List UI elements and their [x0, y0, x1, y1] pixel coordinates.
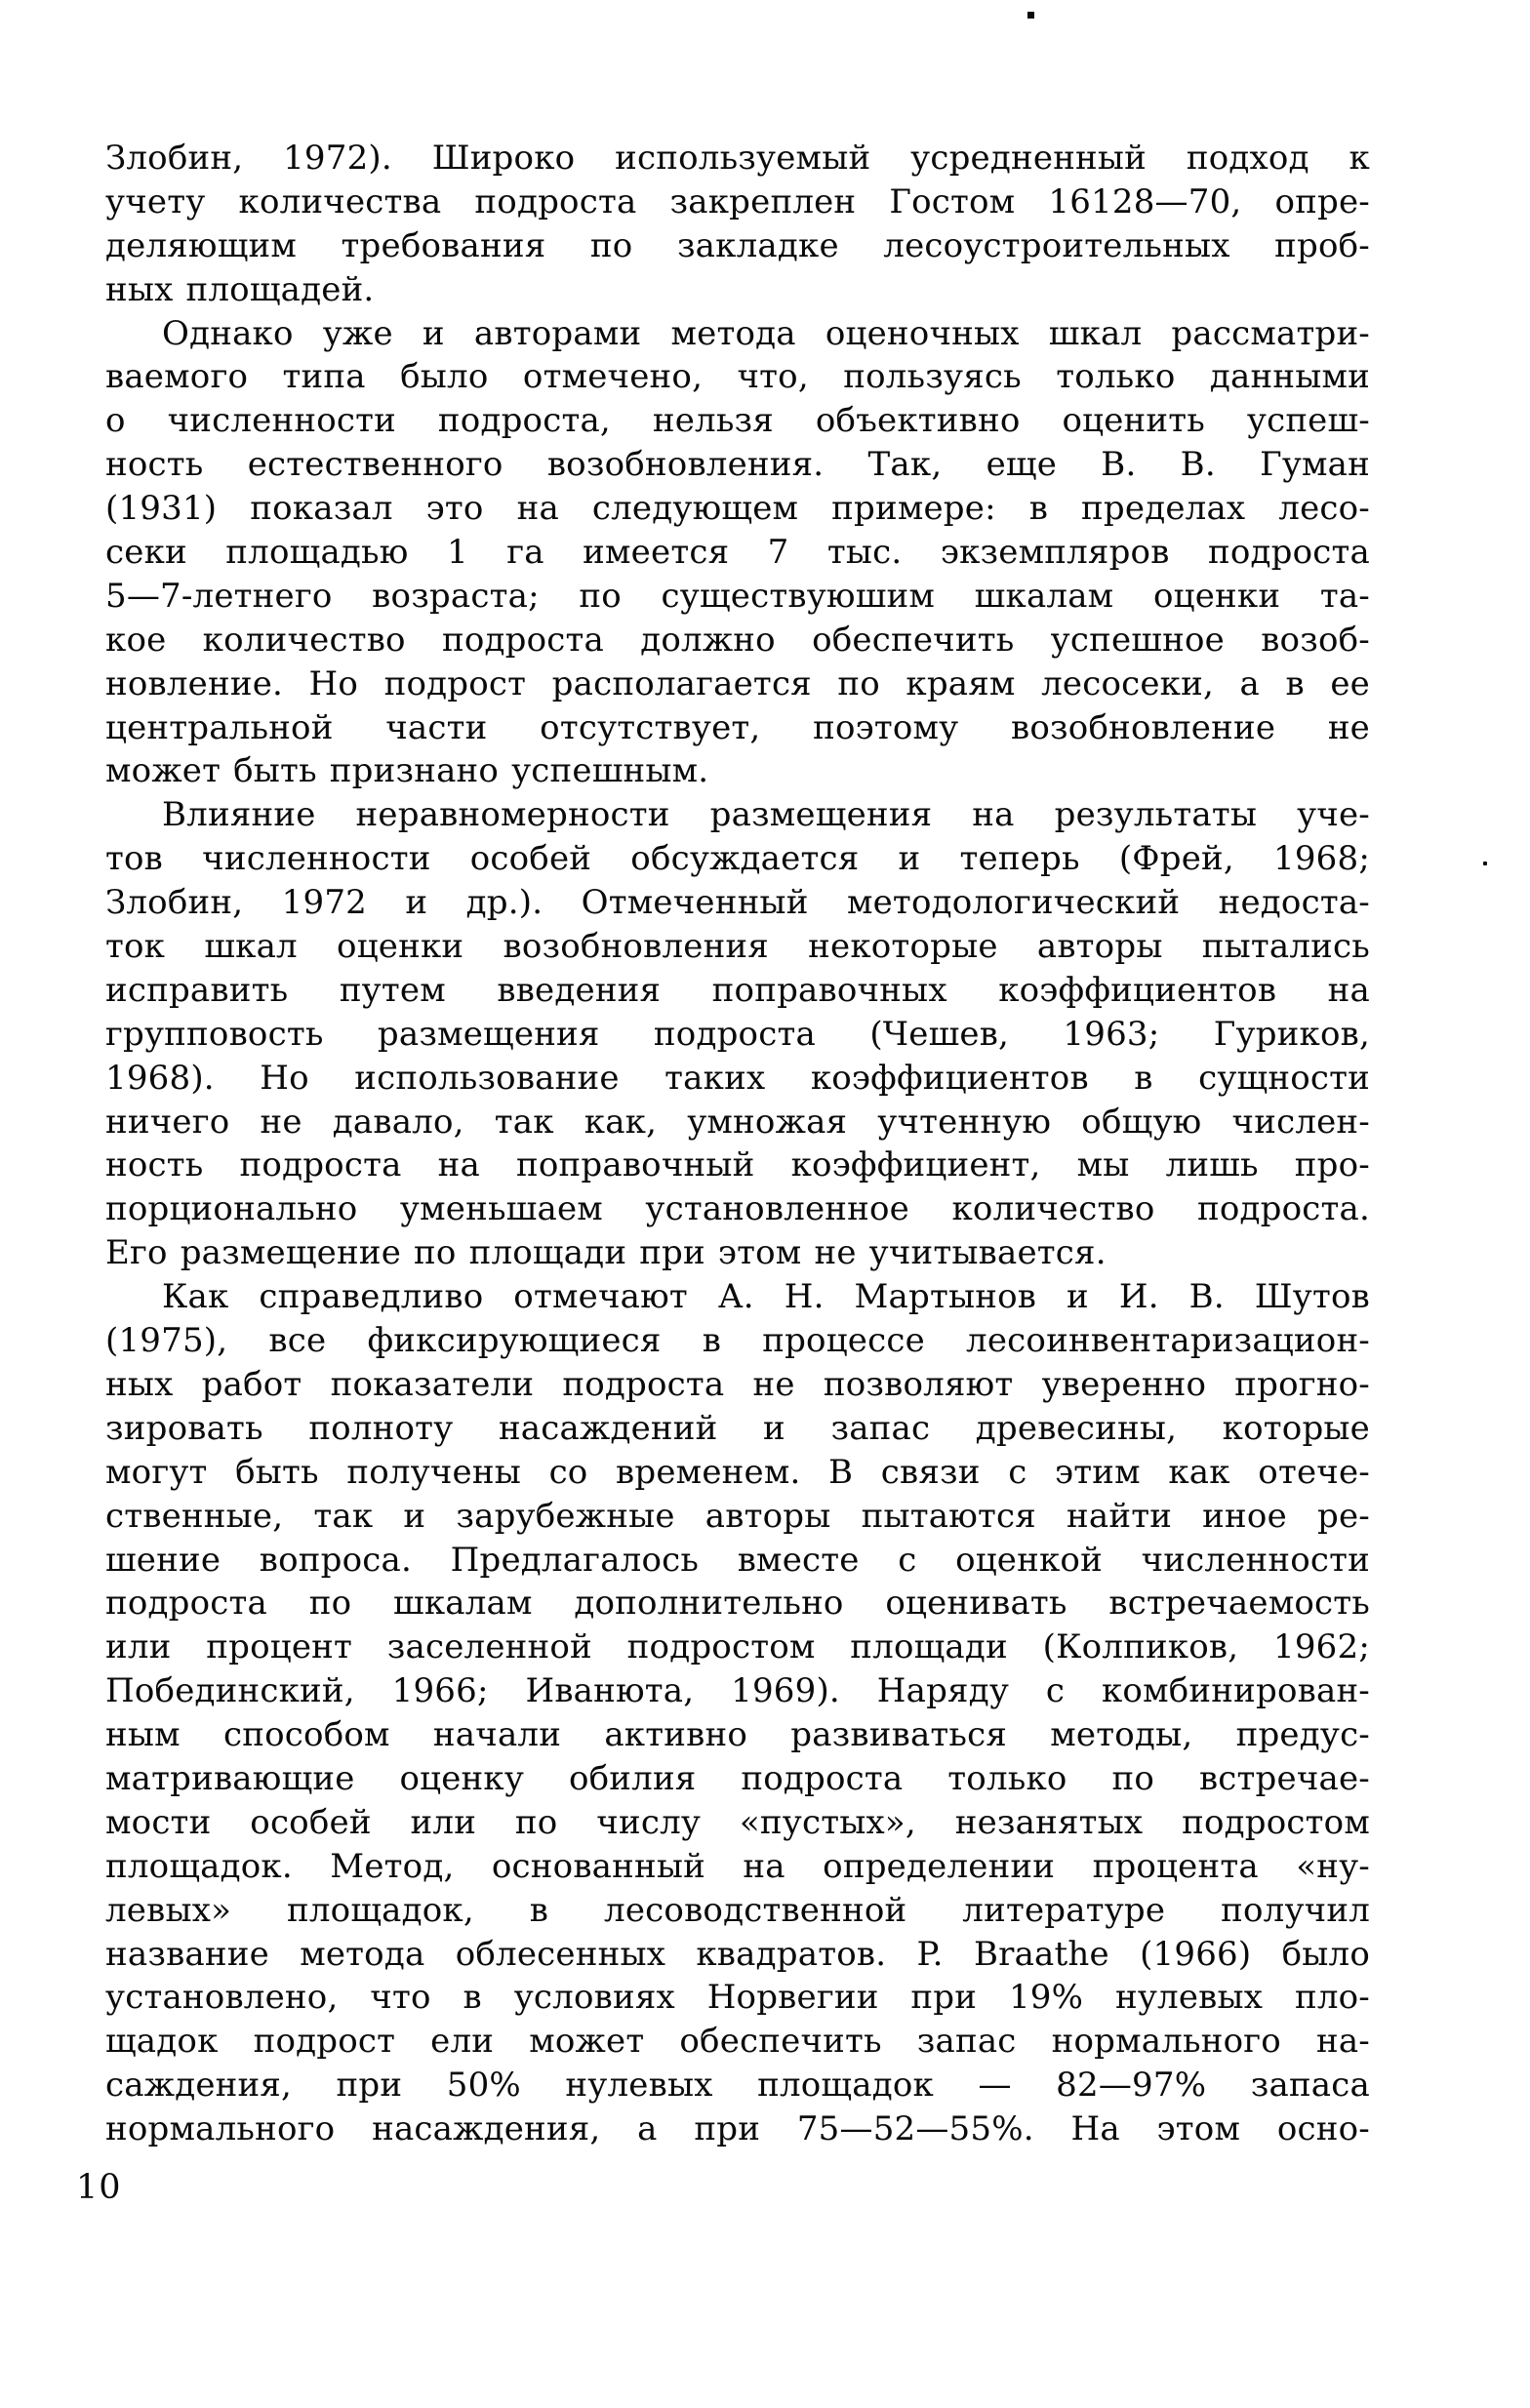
text-line: Побединский, 1966; Иванюта, 1969). Наряду с комбинирован-: [105, 1671, 1370, 1711]
text-line: щадок подрост ели может обеспечить запас нормального на-: [105, 2022, 1370, 2062]
text-line: могут быть получены со временем. В связи с этим как отече-: [105, 1452, 1370, 1492]
text-line: ток шкал оценки возобновления некоторые авторы пытались: [105, 927, 1370, 967]
text-line: левых» площадок, в лесоводственной литературе получил: [105, 1890, 1370, 1930]
text-line: зировать полноту насаждений и запас древесины, которые: [105, 1408, 1370, 1448]
text-line: деляющим требования по закладке лесоустроительных проб-: [105, 225, 1370, 265]
text-line: Влияние неравномерности размещения на результаты уче-: [162, 795, 1370, 835]
page-number: 10: [76, 2168, 122, 2207]
text-line: групповость размещения подроста (Чешев, 1963; Гуриков,: [105, 1014, 1370, 1054]
text-line: ственные, так и зарубежные авторы пытаются найти иное ре-: [105, 1496, 1370, 1536]
text-line: Злобин, 1972 и др.). Отмеченный методологический недоста-: [105, 883, 1370, 923]
text-line: 1968). Но использование таких коэффициентов в сущности: [105, 1058, 1370, 1098]
text-line: шение вопроса. Предлагалось вместе с оценкой численности: [105, 1540, 1370, 1580]
text-line: площадок. Метод, основанный на определении процента «ну-: [105, 1846, 1370, 1886]
text-line: саждения, при 50% нулевых площадок — 82—97% запаса: [105, 2066, 1370, 2106]
text-line: 5—7-летнего возраста; по существуюшим шкалам оценки та-: [105, 576, 1370, 616]
text-line: Однако уже и авторами метода оценочных шкал рассматри-: [162, 313, 1370, 353]
text-line: кое количество подроста должно обеспечить успешное возоб-: [105, 620, 1370, 660]
text-line: ность подроста на поправочный коэффициент, мы лишь про-: [105, 1145, 1370, 1185]
text-line: Как справедливо отмечают А. Н. Мартынов и И. В. Шутов: [162, 1277, 1370, 1317]
scan-speck: [1027, 12, 1034, 19]
text-line: может быть признано успешным.: [105, 751, 709, 791]
text-line: ных работ показатели подроста не позволяют уверенно прогно-: [105, 1364, 1370, 1404]
scan-speck: [1483, 862, 1487, 865]
body-text: [105, 137, 1370, 2151]
text-line: о численности подроста, нельзя объективно оценить успеш-: [105, 401, 1370, 441]
text-line: (1975), все фиксирующиеся в процессе лесоинвентаризацион-: [105, 1321, 1370, 1361]
text-line: ным способом начали активно развиваться методы, предус-: [105, 1715, 1370, 1755]
text-line: ность естественного возобновления. Так, еще В. В. Гуман: [105, 445, 1370, 485]
text-line: центральной части отсутствует, поэтому возобновление не: [105, 707, 1370, 747]
text-line: мости особей или по числу «пустых», незанятых подростом: [105, 1802, 1370, 1842]
text-line: название метода облесенных квадратов. P. Braathe (1966) было: [105, 1934, 1370, 1974]
text-line: секи площадью 1 га имеется 7 тыс. экземпляров подроста: [105, 533, 1370, 573]
text-line: подроста по шкалам дополнительно оценивать встречаемость: [105, 1584, 1370, 1624]
text-line: исправить путем введения поправочных коэффициентов на: [105, 970, 1370, 1010]
text-line: или процент заселенной подростом площади (Колпиков, 1962;: [105, 1627, 1370, 1667]
text-line: нормального насаждения, а при 75—52—55%. На этом осно-: [105, 2109, 1370, 2149]
text-line: установлено, что в условиях Норвегии при 19% нулевых пло-: [105, 1978, 1370, 2018]
text-line: ных площадей.: [105, 269, 375, 309]
text-line: матривающие оценку обилия подроста только по встречае-: [105, 1758, 1370, 1798]
text-line: порционально уменьшаем установленное количество подроста.: [105, 1189, 1370, 1229]
text-line: учету количества подроста закреплен Гостом 16128—70, опре-: [105, 181, 1370, 221]
text-line: Его размещение по площади при этом не учитывается.: [105, 1233, 1107, 1273]
text-line: ничего не давало, так как, умножая учтенную общую числен-: [105, 1102, 1370, 1142]
text-line: ваемого типа было отмечено, что, пользуясь только данными: [105, 357, 1370, 397]
text-line: (1931) показал это на следующем примере: в пределах лесо-: [105, 489, 1370, 529]
text-line: Злобин, 1972). Широко используемый усредненный подход к: [105, 139, 1370, 178]
text-line: новление. Но подрост располагается по краям лесосеки, а в ее: [105, 663, 1370, 703]
text-line: тов численности особей обсуждается и теперь (Фрей, 1968;: [105, 839, 1370, 879]
